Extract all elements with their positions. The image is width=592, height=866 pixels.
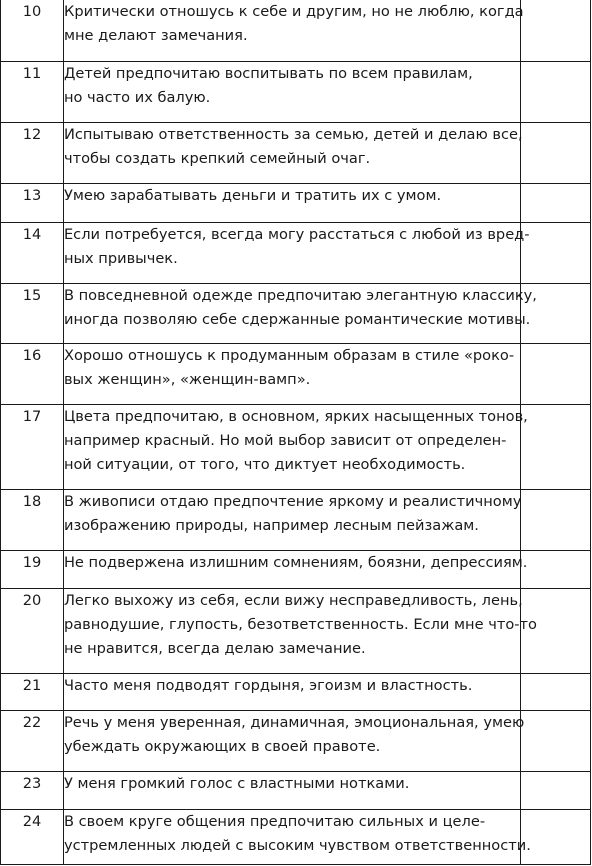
row-number: 10 bbox=[1, 0, 64, 62]
statement-line: Детей предпочитаю воспитывать по всем правилам, bbox=[63, 65, 473, 82]
statement-line: иногда позволяю себе сдержанные романтические мотивы. bbox=[63, 311, 531, 328]
statement-line: вых женщин», «женщин-вамп». bbox=[63, 371, 311, 388]
answer-cell[interactable] bbox=[520, 405, 590, 490]
answer-cell[interactable] bbox=[520, 123, 590, 184]
answer-cell[interactable] bbox=[520, 223, 590, 284]
answer-cell[interactable] bbox=[520, 551, 590, 589]
statement-line: Часто меня подводят гордыня, эгоизм и властность. bbox=[63, 677, 473, 694]
table-row bbox=[1, 284, 591, 344]
table-row bbox=[1, 711, 591, 772]
row-number: 17 bbox=[1, 405, 64, 490]
statement-cell bbox=[63, 0, 524, 62]
answer-cell[interactable] bbox=[520, 490, 590, 551]
statement-cell bbox=[63, 772, 520, 810]
statement-cell bbox=[63, 589, 537, 674]
row-number: 15 bbox=[1, 284, 64, 344]
table-row bbox=[1, 551, 591, 589]
statement-line: Цвета предпочитаю, в основном, ярких насыщенных тонов, bbox=[63, 408, 528, 425]
statement-line: ных привычек. bbox=[63, 250, 178, 267]
row-number: 23 bbox=[1, 772, 64, 810]
statement-cell bbox=[63, 284, 537, 344]
statement-line: но часто их балую. bbox=[63, 89, 211, 106]
row-number: 12 bbox=[1, 123, 64, 184]
statement-cell bbox=[63, 674, 520, 711]
table-row bbox=[1, 589, 591, 674]
statement-line: изображению природы, например лесным пейзажам. bbox=[63, 517, 479, 534]
statement-line: ной ситуации, от того, что диктует необходимость. bbox=[63, 456, 466, 473]
answer-cell[interactable] bbox=[520, 772, 590, 810]
statement-line: не нравится, всегда делаю замечание. bbox=[63, 640, 366, 657]
answer-cell[interactable] bbox=[520, 184, 590, 223]
table-row bbox=[1, 184, 591, 223]
statement-cell bbox=[63, 405, 528, 490]
statement-cell bbox=[63, 551, 528, 589]
statement-line: Испытываю ответственность за семью, детей и делаю все, bbox=[63, 126, 523, 143]
table-row bbox=[1, 344, 591, 405]
statement-line: чтобы создать крепкий семейный очаг. bbox=[63, 150, 371, 167]
statement-line: Критически отношусь к себе и другим, но не люблю, когда bbox=[63, 3, 524, 20]
questionnaire-rows bbox=[1, 0, 591, 865]
statement-cell bbox=[63, 344, 520, 405]
statement-line: равнодушие, глупость, безответственность. Если мне что-то bbox=[63, 616, 537, 633]
statement-line: В повседневной одежде предпочитаю элегантную классику, bbox=[63, 287, 537, 304]
row-number: 22 bbox=[1, 711, 64, 772]
statement-cell bbox=[63, 123, 523, 184]
table-row bbox=[1, 123, 591, 184]
statement-line: Речь у меня уверенная, динамичная, эмоциональная, умею bbox=[63, 714, 525, 731]
row-number: 14 bbox=[1, 223, 64, 284]
table-row bbox=[1, 223, 591, 284]
table-row bbox=[1, 490, 591, 551]
statement-cell bbox=[63, 711, 525, 772]
statement-line: Умею зарабатывать деньги и тратить их с умом. bbox=[63, 187, 442, 204]
statement-line: убеждать окружающих в своей правоте. bbox=[63, 738, 381, 755]
statement-line: В живописи отдаю предпочтение яркому и реалистичному bbox=[63, 493, 522, 510]
statement-cell bbox=[63, 62, 520, 123]
row-number: 21 bbox=[1, 674, 64, 711]
answer-cell[interactable] bbox=[520, 0, 590, 62]
row-number: 13 bbox=[1, 184, 64, 223]
table-row bbox=[1, 810, 591, 865]
row-number: 24 bbox=[1, 810, 64, 865]
statement-cell bbox=[63, 184, 520, 223]
answer-cell[interactable] bbox=[520, 711, 590, 772]
row-number: 20 bbox=[1, 589, 64, 674]
statement-cell bbox=[63, 490, 520, 551]
table-row bbox=[1, 62, 591, 123]
statement-cell bbox=[63, 223, 530, 284]
table-row bbox=[1, 405, 591, 490]
row-number: 11 bbox=[1, 62, 64, 123]
answer-cell[interactable] bbox=[520, 810, 590, 865]
row-number: 18 bbox=[1, 490, 64, 551]
answer-cell[interactable] bbox=[520, 674, 590, 711]
statement-line: У меня громкий голос с властными нотками. bbox=[63, 775, 410, 792]
row-number: 16 bbox=[1, 344, 64, 405]
statement-line: Легко выхожу из себя, если вижу несправедливость, лень, bbox=[63, 592, 523, 609]
answer-cell[interactable] bbox=[520, 344, 590, 405]
row-number: 19 bbox=[1, 551, 64, 589]
table-row bbox=[1, 772, 591, 810]
statement-line: например красный. Но мой выбор зависит от определен- bbox=[63, 432, 507, 449]
statement-line: мне делают замечания. bbox=[63, 27, 248, 44]
answer-cell[interactable] bbox=[520, 62, 590, 123]
statement-line: устремленных людей с высоким чувством ответственности. bbox=[63, 837, 531, 854]
statement-line: Не подвержена излишним сомнениям, боязни, депрессиям. bbox=[63, 554, 528, 571]
table-row bbox=[1, 0, 591, 62]
statement-cell bbox=[63, 810, 531, 865]
statement-line: Если потребуется, всегда могу расстаться с любой из вред- bbox=[63, 226, 530, 243]
statement-line: Хорошо отношусь к продуманным образам в стиле «роко- bbox=[63, 347, 515, 364]
statement-line: В своем круге общения предпочитаю сильных и целе- bbox=[63, 813, 486, 830]
table-row bbox=[1, 674, 591, 711]
